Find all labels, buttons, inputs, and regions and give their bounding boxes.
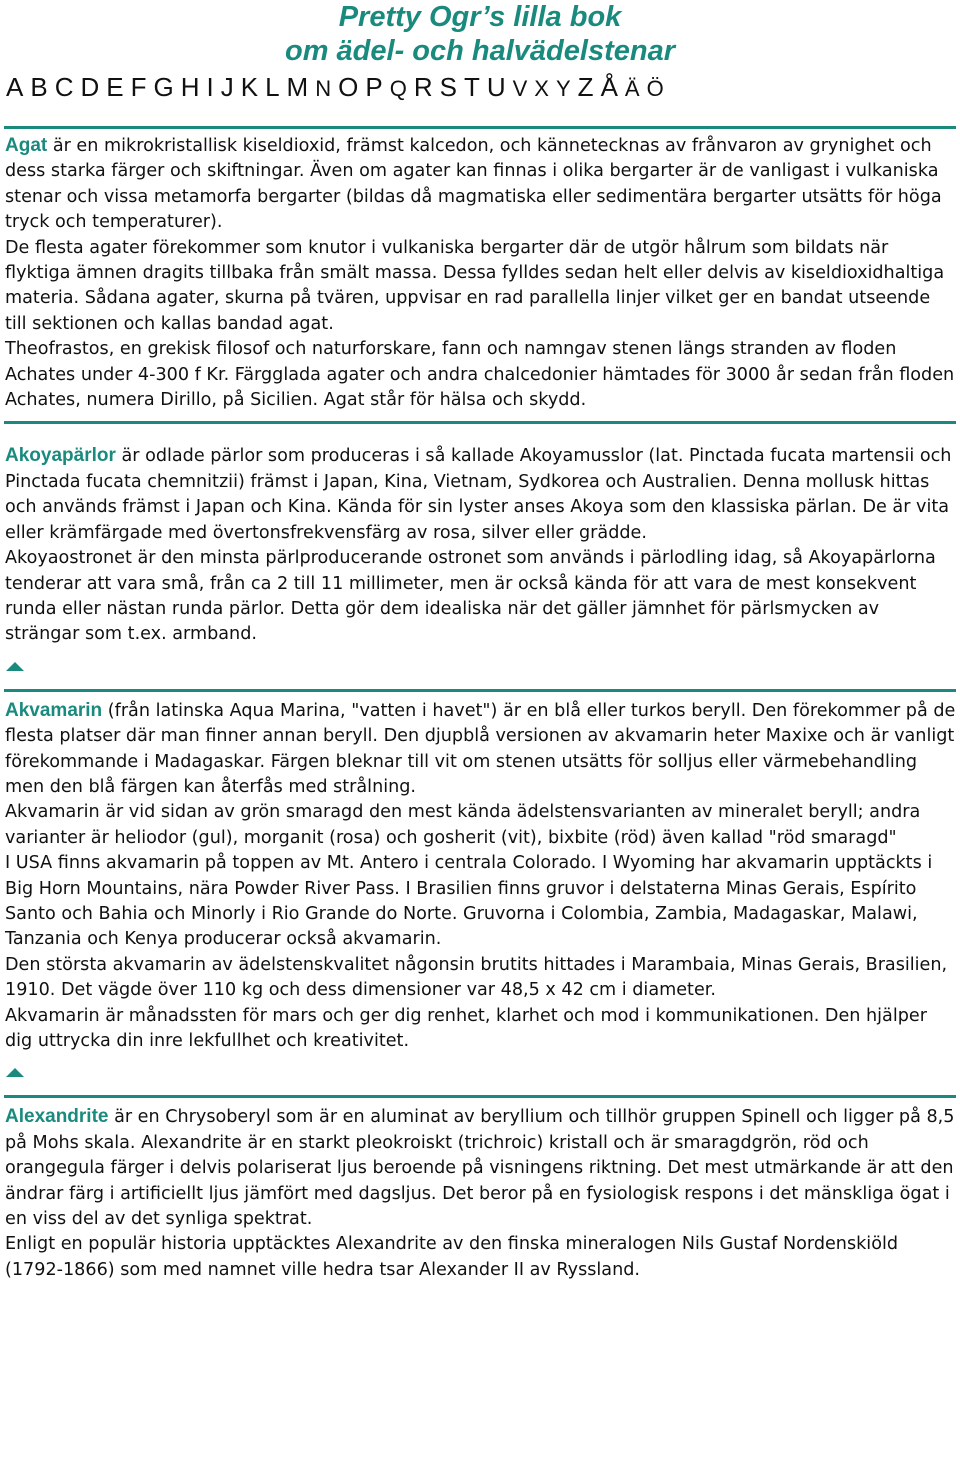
term-akvamarin: Akvamarin [5,699,103,721]
alphabet-link[interactable]: K [240,72,260,102]
alphabet-link[interactable]: V [512,76,529,101]
alphabet-link[interactable]: A [6,72,25,102]
alphabet-link[interactable]: P [365,72,384,102]
section-paragraph: Agat är en mikrokristallisk kiseldioxid, främst kalcedon, och kännetecknas av frånvaron av grynighet och dess starka färger och skiftningar. Även om agater kan finnas i olika bergarter är de vanligast i vulkaniska stenar och vissa metamorfa bergarter (bildas då magmatiska eller sedimentära bergarter utsätts för höga tryck och temperaturer). [5,135,942,233]
section-akoyaparlor [0,443,960,647]
alphabet-link[interactable]: I [206,72,215,102]
alphabet-link[interactable]: H [180,72,201,102]
section-divider [4,1095,956,1098]
alphabet-link[interactable]: G [153,72,175,102]
section-agat [0,133,960,413]
section-paragraph: Alexandrite är en Chrysoberyl som är en aluminat av beryllium och tillhör gruppen Spinell och ligger på 8,5 på Mohs skala. Alexandrite är en starkt pleokroiskt (trichroic) kristall och är smaragdgrön, röd och orangegula färger i delvis polariserat ljus beroende på visningens riktning. Det mest utmärkande är att den ändrar färg i artificiellt ljus jämfört med dagsljus. Det beror på en fysiologisk respons i det mänskliga ögat i en viss del av det synliga spektrat. [5,1106,955,1230]
section-paragraph: Akvamarin är vid sidan av grön smaragd den mest kända ädelstensvarianten av mineralet beryll; andra varianter är heliodor (gul), morganit (rosa) och gosherit (vit), bixbite (röd) även kallad "röd smaragd" [5,802,921,848]
page-title-line-2: om ädel- och halvädelstenar [284,35,675,67]
section-paragraph: Theofrastos, en grekisk filosof och naturforskare, fann och namngav stenen längs stranden av floden Achates under 4-300 f Kr. Färgglada agater och andra chalcedonier hämtades för 3000 år sedan från floden Achates, numera Dirillo, på Sicilien. Agat står för hälsa och skydd. [5,339,955,411]
section-paragraph: De flesta agater förekommer som knutor i vulkaniska bergarter där de utgör hålrum som bildats när flyktiga ämnen dragits tillbaka från smält massa. Dessa fylldes sedan helt eller delvis av kiseldioxidhaltiga materia. Sådana agater, skurna på tvären, uppvisar en rad parallella linjer vilket ger en bandat utseende till sektionen och kallas bandad agat. [5,237,945,334]
alphabet-link[interactable]: S [439,72,458,102]
section-paragraph: Enligt en populär historia upptäcktes Alexandrite av den finska mineralogen Nils Gustaf Nordenskiöld (1792-1866) som med namnet ville hedra tsar Alexander II av Ryssland. [5,1234,899,1280]
section-paragraph: Akoyapärlor är odlade pärlor som produceras i så kallade Akoyamusslor (lat. Pinctada fucata martensii och Pinctada fucata chemnitzii) främst i Japan, Kina, Vietnam, Sydkorea och Australien. Denna mollusk hittas och används främst i Japan och Kina. Kända för sin lyster anses Akoya som den klassiska pärlan. De är vita eller krämfärgade med övertonsfrekvensfärg av rosa, silver eller grädde. [5,445,952,543]
alphabet-link[interactable]: Å [600,72,619,102]
alphabet-link[interactable]: R [413,72,434,102]
alphabet-link[interactable]: N [315,76,333,101]
alphabet-link[interactable]: M [286,72,310,102]
section-paragraph: Akoyaostronet är den minsta pärlproducerande ostronet som används i pärlodling idag, så Akoyapärlorna tenderar att vara små, från ca 2 till 11 millimeter, men är också kända för att vara de mest konsekvent runda eller nästan runda pärlor. Detta gör dem idealiska när det gäller jämnhet för pärlsmycken av strängar som t.ex. armband. [5,548,936,645]
alphabet-link[interactable]: Q [389,76,408,101]
alphabet-link[interactable]: Z [577,72,595,102]
section-divider [4,689,956,692]
alphabet-link[interactable]: J [220,72,235,102]
term-alexandrite: Alexandrite [5,1106,109,1128]
term-agat: Agat [5,135,48,156]
section-alexandrite [0,1104,960,1283]
alphabet-link[interactable]: Y [555,76,572,101]
alphabet-link[interactable]: O [338,72,360,102]
alphabet-link[interactable]: F [130,72,148,102]
alphabet-link[interactable]: C [54,72,75,102]
alphabet-link[interactable]: X [534,76,550,101]
section-divider [4,421,956,424]
section-akvamarin [0,698,960,1055]
section-divider [4,126,956,129]
back-to-top-icon[interactable] [6,662,24,671]
alphabet-link[interactable]: U [486,72,507,102]
alphabet-link[interactable]: D [80,72,101,102]
alphabet-link[interactable]: T [463,72,481,102]
alphabet-index [6,70,960,106]
back-to-top-icon[interactable] [6,1068,24,1077]
alphabet-link[interactable]: Ä [624,76,641,101]
alphabet-link[interactable]: Ö [646,76,665,101]
alphabet-link[interactable]: B [30,72,49,102]
section-paragraph: I USA finns akvamarin på toppen av Mt. Antero i centrala Colorado. I Wyoming har akvamarin upptäckts i Big Horn Mountains, nära Powder River Pass. I Brasilien finns gruvor i delstaterna Minas Gerais, Espírito Santo och Bahia och Minorly i Rio Grande do Norte. Gruvorna i Colombia, Zambia, Madagaskar, Malawi, Tanzania och Kenya producerar också akvamarin. [5,853,933,950]
section-paragraph: Den största akvamarin av ädelstenskvalitet någonsin brutits hittades i Marambaia, Minas Gerais, Brasilien, 1910. Det vägde över 110 kg och dess dimensioner var 48,5 x 42 cm i diameter. [5,954,948,1001]
page-title-line-1: Pretty Ogr’s lilla bok [338,1,622,33]
alphabet-link[interactable]: E [106,72,125,102]
term-akoyaparlor: Akoyapärlor [5,445,116,467]
alphabet-link[interactable]: L [265,72,281,102]
section-paragraph: Akvamarin (från latinska Aqua Marina, "vatten i havet") är en blå eller turkos beryll. Den förekommer på de flesta platser där man finner annan beryll. Den djupblå versionen av akvamarin heter Maxixe och är vanligt förekommande i Madagaskar. Färgen bleknar till vit om stenen utsätts för solljus eller värmebehandling men den blå färgen kan återfås med strålning. [5,699,956,797]
page-title [0,0,960,68]
section-paragraph: Akvamarin är månadssten för mars och ger dig renhet, klarhet och mod i kommunikationen. Den hjälper dig uttrycka din inre lekfullhet och kreativitet. [5,1005,927,1051]
